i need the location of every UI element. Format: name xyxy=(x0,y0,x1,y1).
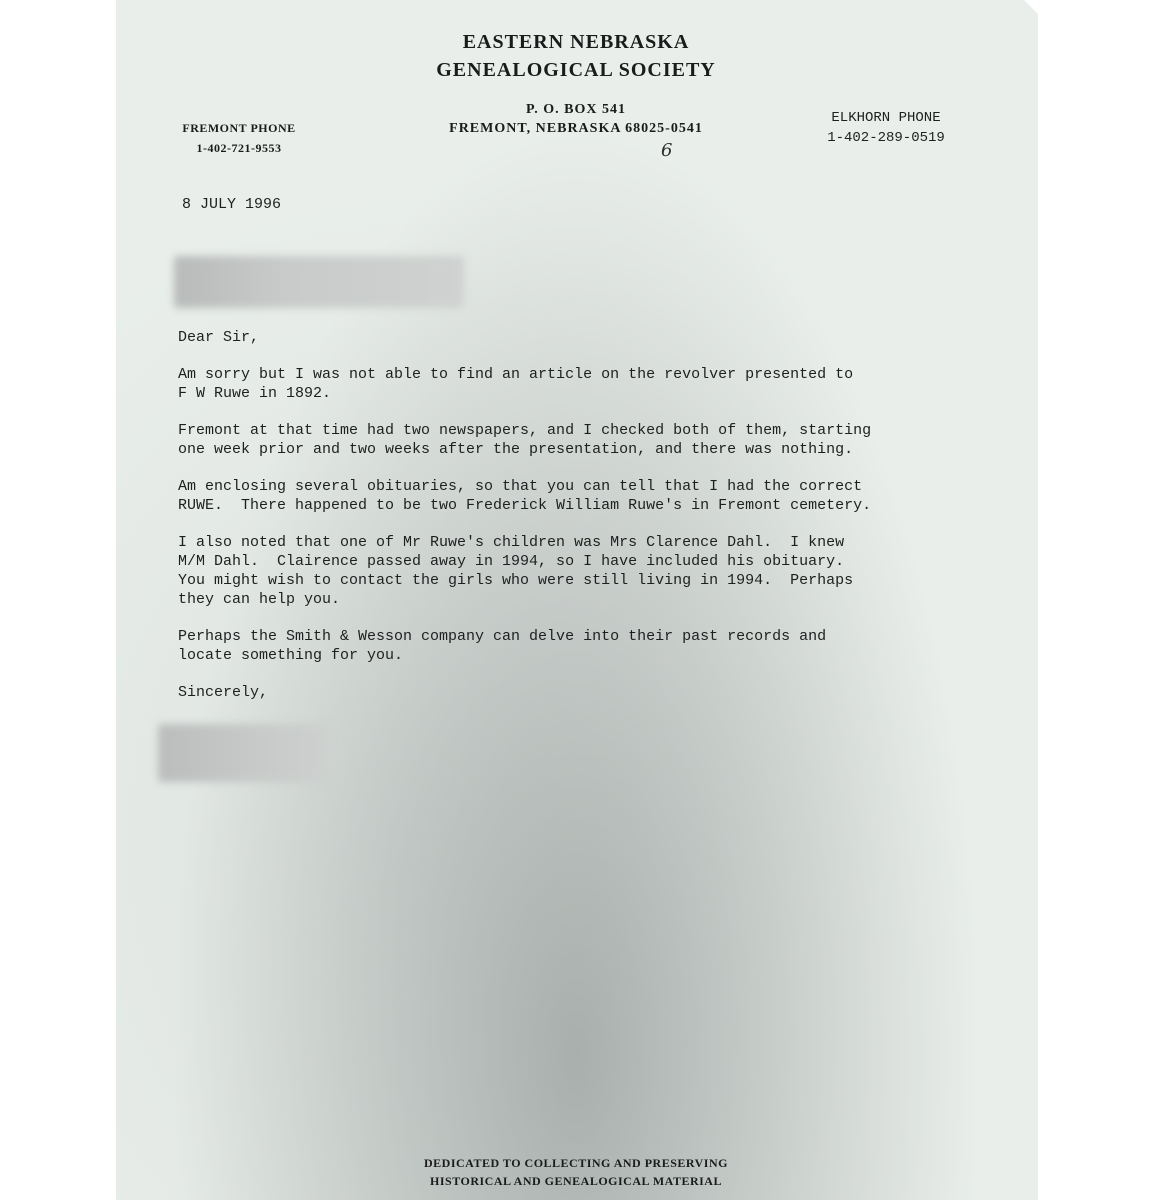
organization-name xyxy=(416,28,736,84)
letter-body xyxy=(178,328,958,720)
footer-line-2: HISTORICAL AND GENEALOGICAL MATERIAL xyxy=(430,1174,722,1188)
fremont-phone-label: FREMONT PHONE xyxy=(182,121,296,135)
elkhorn-phone-label: ELKHORN PHONE xyxy=(831,110,941,126)
body-paragraph: Am sorry but I was not able to find an article on the revolver presented to F W Ruwe in 1892. xyxy=(178,366,854,402)
letter-date: 8 JULY 1996 xyxy=(182,196,282,213)
city-state-zip: FREMONT, NEBRASKA 68025-0541 xyxy=(449,121,703,136)
org-name-line-1: EASTERN NEBRASKA xyxy=(462,31,690,53)
mailing-address xyxy=(416,100,736,138)
letter-page xyxy=(116,0,1038,1200)
page-corner xyxy=(1024,0,1038,14)
footer-line-1: DEDICATED TO COLLECTING AND PRESERVING xyxy=(424,1156,728,1170)
redacted-recipient-address xyxy=(174,256,464,308)
salutation: Dear Sir, xyxy=(178,329,260,346)
body-paragraph: Am enclosing several obituaries, so that you can tell that I had the correct RUWE. There happened to be two Frederick William Ruwe's in Fremont cemetery. xyxy=(178,478,872,514)
handwritten-zip-correction: 6 xyxy=(661,140,673,161)
body-paragraph: Fremont at that time had two newspapers, and I checked both of them, starting one week prior and two weeks after the presentation, and there was nothing. xyxy=(178,422,872,458)
body-paragraph: I also noted that one of Mr Ruwe's children was Mrs Clarence Dahl. I knew M/M Dahl. Clairence passed away in 1994, so I have included his obituary. You might wish to contact the girls who were still living in 1994. Perhaps they can help you. xyxy=(178,534,854,608)
closing: Sincerely, xyxy=(178,684,269,701)
fremont-phone-number: 1-402-721-9553 xyxy=(196,141,282,155)
redacted-signature xyxy=(158,724,328,782)
letterhead-footer xyxy=(376,1154,776,1190)
elkhorn-phone-block xyxy=(816,108,956,148)
fremont-phone-block xyxy=(174,118,304,158)
po-box: P. O. BOX 541 xyxy=(526,102,626,117)
elkhorn-phone-number: 1-402-289-0519 xyxy=(827,130,945,146)
body-paragraph: Perhaps the Smith & Wesson company can delve into their past records and locate something for you. xyxy=(178,628,827,664)
org-name-line-2: GENEALOGICAL SOCIETY xyxy=(436,59,716,81)
